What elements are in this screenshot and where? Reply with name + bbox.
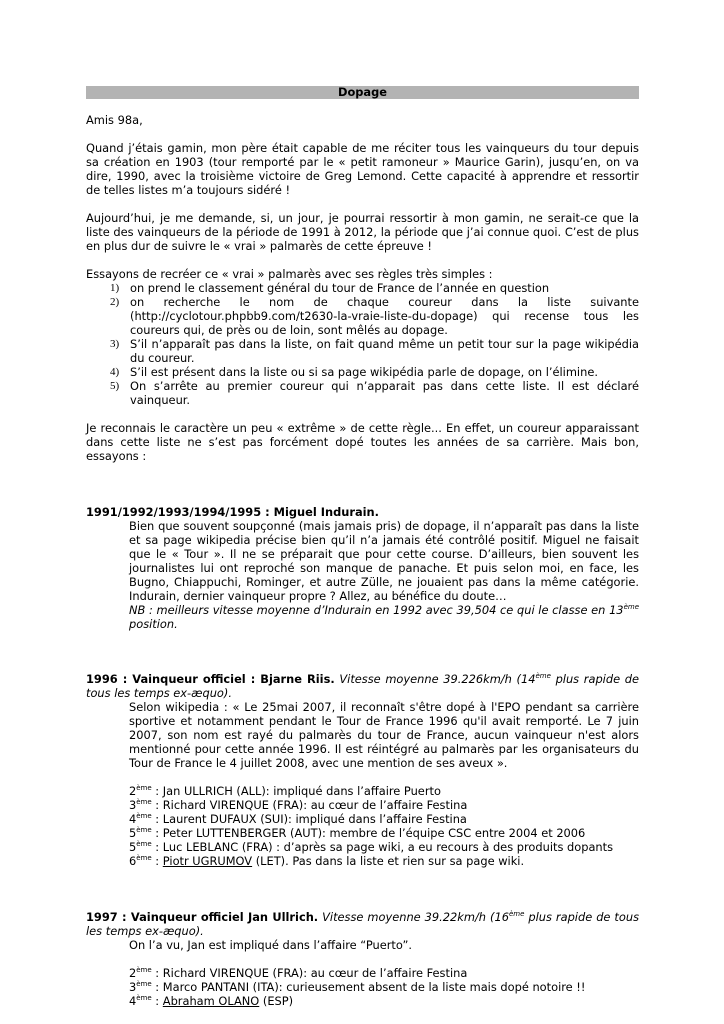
rule-number: 2) — [110, 296, 120, 308]
rank-number: 5 — [129, 826, 137, 840]
rule-item — [86, 365, 639, 379]
rule-text: S’il n’apparaît pas dans la liste, on fait quand même un petit tour sur la page wikipédia du coureur. — [130, 337, 639, 365]
intro-paragraph-1: Quand j’étais gamin, mon père était capable de me réciter tous les vainqueurs du tour depuis sa création en 1903 (tour remporté par le « petit ramoneur » Maurice Garin), jusqu’en, on va dire, 1990, avec la troisième victoire de Greg Lemond. Cette capacité à apprendre et ressortir de telles listes m’a toujours sidéré ! — [86, 141, 639, 197]
rank-number: 3 — [129, 980, 137, 994]
rank-number: 3 — [129, 798, 137, 812]
rank-sup: ème — [136, 798, 152, 806]
rank-text: : Jan ULLRICH (ALL): impliqué dans l’affaire Puerto — [151, 784, 441, 798]
section-1997-title: 1997 : Vainqueur officiel Jan Ullrich. — [86, 910, 319, 924]
rule-text: on recherche le nom de chaque coureur dans la liste suivante (http://cyclotour.phpbb9.com/t2630-la-vraie-liste-du-dopage) qui recense tous les coureurs qui, de près ou de loin, sont mêlés au dopage. — [130, 295, 639, 337]
note-sup: ème — [623, 603, 639, 611]
rules-list — [86, 281, 639, 407]
intro-paragraph-2: Aujourd’hui, je me demande, si, un jour, je pourrai ressortir à mon gamin, ne serait-ce que la liste des vainqueurs de la période de 1991 à 2012, la période que j’ai connue quoi. C’est de plus en plus dur de suivre le « vrai » palmarès de cette épreuve ! — [86, 211, 639, 253]
rule-text: S’il est présent dans la liste ou si sa page wikipédia parle de dopage, on l’élimine. — [130, 365, 598, 379]
rank-number: 2 — [129, 784, 137, 798]
rank-sup: ème — [136, 994, 152, 1002]
rank-sup: ème — [136, 784, 152, 792]
speed-sup: ème — [508, 910, 525, 918]
rule-item — [86, 281, 639, 295]
rank-text: (ESP) — [259, 994, 294, 1008]
rule-text: on prend le classement général du tour de France de l’année en question — [130, 281, 550, 295]
rank-line — [86, 966, 639, 980]
section-1991-title: 1991/1992/1993/1994/1995 : Miguel Indurain. — [86, 505, 379, 519]
rank-text: : Laurent DUFAUX (SUI): impliqué dans l’affaire Festina — [151, 812, 467, 826]
rank-sup: ème — [136, 812, 152, 820]
rank-line — [86, 854, 639, 868]
speed-text: Vitesse moyenne 39.22km/h (16 — [318, 910, 509, 924]
rule-number: 4) — [110, 366, 120, 378]
rank-line — [86, 826, 639, 840]
greeting: Amis 98a, — [86, 113, 143, 127]
rank-sup: ème — [136, 826, 152, 834]
rule-item — [86, 379, 639, 407]
rank-number: 4 — [129, 994, 137, 1008]
section-1991-note — [86, 603, 639, 631]
rank-sup: ème — [136, 980, 152, 988]
rule-number: 3) — [110, 338, 120, 350]
rank-number: 2 — [129, 966, 137, 980]
rank-number: 6 — [129, 854, 137, 868]
speed-sup: ème — [535, 672, 551, 680]
rule-item — [86, 295, 639, 337]
rank-line — [86, 812, 639, 826]
rank-line — [86, 798, 639, 812]
rule-number: 5) — [110, 380, 120, 392]
rank-line — [86, 994, 639, 1008]
rank-sep: : — [151, 994, 163, 1008]
note-text: NB : meilleurs vitesse moyenne d’Indurain en 1992 avec 39,504 ce qui le classe en 13 — [129, 603, 624, 617]
section-1996-quote: Selon wikipedia : « Le 25mai 2007, il reconnaît s'être dopé à l'EPO pendant sa carrière sportive et notamment pendant le Tour de France 1996 qu'il avait remporté. Le 7 juin 2007, son nom est rayé du palmarès du tour de France, aucun vainqueur n'est alors mentionné pour cette année 1996. Il est réintégré au palmarès par les organisateurs du Tour de France le 4 juillet 2008, avec une mention de ses aveux ». — [129, 700, 639, 770]
rank-line — [86, 784, 639, 798]
rank-number: 5 — [129, 840, 137, 854]
section-1997-body: On l’a vu, Jan est impliqué dans l’affaire “Puerto”. — [129, 938, 412, 952]
caveat-paragraph: Je reconnais le caractère un peu « extrême » de cette règle... En effet, un coureur apparaissant dans cette liste ne s’est pas forcément dopé toutes les années de sa carrière. Mais bon, essayons : — [86, 421, 639, 463]
rider-name-link[interactable]: Piotr UGRUMOV — [162, 854, 253, 868]
document-content — [86, 86, 639, 1008]
rank-text: : Marco PANTANI (ITA): curieusement absent de la liste mais dopé notoire !! — [151, 980, 586, 994]
rule-number: 1) — [110, 282, 120, 294]
rules-intro: Essayons de recréer ce « vrai » palmarès avec ses règles très simples : — [86, 267, 493, 281]
rank-sep: : — [151, 854, 163, 868]
section-1996-heading — [86, 672, 639, 700]
section-1996-title: 1996 : Vainqueur officiel : Bjarne Riis. — [86, 672, 335, 686]
section-1997-heading — [86, 910, 639, 938]
rank-text: (LET). Pas dans la liste et rien sur sa page wiki. — [252, 854, 525, 868]
note-text-end: position. — [129, 617, 178, 631]
rank-text: : Richard VIRENQUE (FRA): au cœur de l’affaire Festina — [151, 966, 468, 980]
rank-text: : Richard VIRENQUE (FRA): au cœur de l’affaire Festina — [151, 798, 468, 812]
rank-text: : Peter LUTTENBERGER (AUT): membre de l’équipe CSC entre 2004 et 2006 — [151, 826, 586, 840]
page-title: Dopage — [86, 86, 639, 99]
rule-item — [86, 337, 639, 365]
rule-text: On s’arrête au premier coureur qui n’apparait pas dans cette liste. Il est déclaré vainqueur. — [130, 379, 639, 407]
speed-text-end: plus rapide de tous les temps ex-æquo). — [86, 910, 640, 938]
rank-sup: ème — [136, 854, 152, 862]
speed-text: Vitesse moyenne 39.226km/h (14 — [334, 672, 536, 686]
rank-sup: ème — [136, 840, 152, 848]
rank-number: 4 — [129, 812, 137, 826]
speed-text-end: plus rapide de tous les temps ex-æquo). — [86, 672, 639, 700]
rank-text: : Luc LEBLANC (FRA) : d’après sa page wiki, a eu recours à des produits dopants — [151, 840, 614, 854]
rank-sup: ème — [136, 966, 152, 974]
rider-name-link[interactable]: Abraham OLANO — [162, 994, 260, 1008]
rank-line — [86, 980, 639, 994]
rank-line — [86, 840, 639, 854]
section-1991-body: Bien que souvent soupçonné (mais jamais pris) de dopage, il n’apparaît pas dans la liste et sa page wikipedia précise bien qu’il n’a jamais été contrôlé positif. Miguel ne faisait que le « Tour ». Il ne se préparait que pour cette course. D’ailleurs, bien souvent les journalistes lui ont reproché son manque de panache. Et puis selon moi, en face, les Bugno, Chiappuchi, Rominger, et autre Zülle, ne jouaient pas dans la même catégorie. Indurain, dernier vainqueur propre ? Allez, au bénéfice du doute… — [129, 519, 639, 603]
